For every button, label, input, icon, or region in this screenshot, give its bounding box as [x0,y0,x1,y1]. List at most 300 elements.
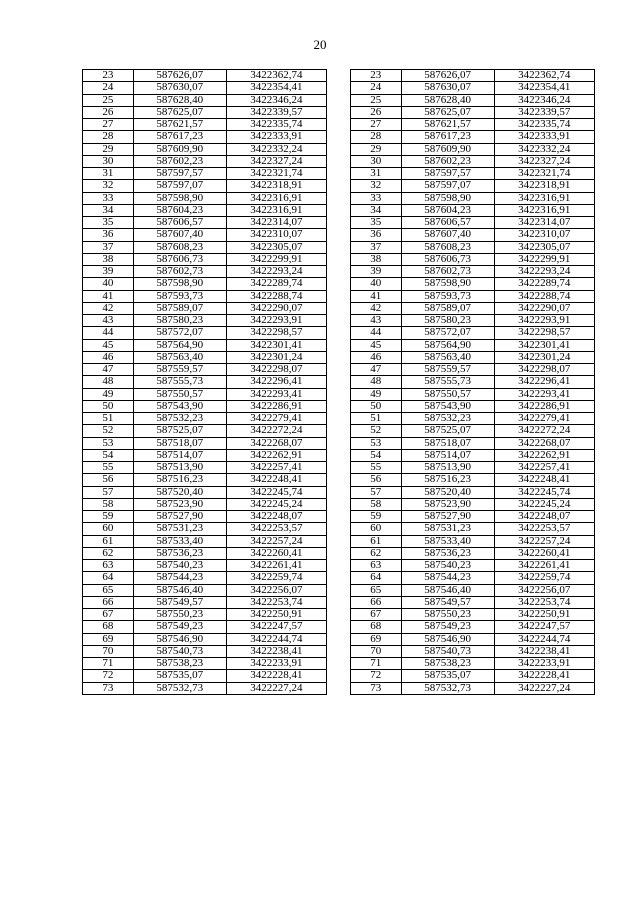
right-x-coordinate-cell: 587514,07 [401,449,494,461]
right-point-number-cell: 49 [350,388,401,400]
column-gap [327,535,351,547]
right-y-coordinate-cell: 3422296,41 [494,376,594,388]
left-x-coordinate-cell: 587513,90 [133,462,226,474]
left-point-number-cell: 25 [83,94,134,106]
left-x-coordinate-cell: 587540,73 [133,645,226,657]
right-point-number-cell: 28 [350,131,401,143]
right-x-coordinate-cell: 587602,73 [401,266,494,278]
right-x-coordinate-cell: 587630,07 [401,82,494,94]
right-x-coordinate-cell: 587602,23 [401,155,494,167]
right-x-coordinate-cell: 587535,07 [401,670,494,682]
left-point-number-cell: 43 [83,315,134,327]
column-gap [327,474,351,486]
column-gap [327,584,351,596]
left-y-coordinate-cell: 3422314,07 [226,217,326,229]
table-row [83,560,595,572]
right-y-coordinate-cell: 3422293,41 [494,388,594,400]
right-y-coordinate-cell: 3422310,07 [494,229,594,241]
table-row [83,584,595,596]
left-point-number-cell: 36 [83,229,134,241]
table-row [83,413,595,425]
right-x-coordinate-cell: 587597,07 [401,180,494,192]
left-point-number-cell: 72 [83,670,134,682]
right-y-coordinate-cell: 3422298,07 [494,364,594,376]
right-y-coordinate-cell: 3422327,24 [494,155,594,167]
left-y-coordinate-cell: 3422362,74 [226,70,326,82]
column-gap [327,70,351,82]
left-x-coordinate-cell: 587549,57 [133,596,226,608]
left-x-coordinate-cell: 587532,23 [133,413,226,425]
left-y-coordinate-cell: 3422346,24 [226,94,326,106]
right-y-coordinate-cell: 3422261,41 [494,560,594,572]
table-row [83,180,595,192]
table-row [83,658,595,670]
right-x-coordinate-cell: 587532,23 [401,413,494,425]
table-row [83,82,595,94]
left-point-number-cell: 41 [83,290,134,302]
right-y-coordinate-cell: 3422250,91 [494,609,594,621]
right-point-number-cell: 39 [350,266,401,278]
left-y-coordinate-cell: 3422332,24 [226,143,326,155]
left-x-coordinate-cell: 587532,73 [133,682,226,694]
column-gap [327,486,351,498]
right-y-coordinate-cell: 3422293,24 [494,266,594,278]
left-y-coordinate-cell: 3422253,57 [226,523,326,535]
column-gap [327,168,351,180]
right-y-coordinate-cell: 3422228,41 [494,670,594,682]
right-y-coordinate-cell: 3422260,41 [494,547,594,559]
column-gap [327,266,351,278]
column-gap [327,621,351,633]
right-x-coordinate-cell: 587598,90 [401,192,494,204]
left-x-coordinate-cell: 587593,73 [133,290,226,302]
left-y-coordinate-cell: 3422257,41 [226,462,326,474]
table-row [83,290,595,302]
left-x-coordinate-cell: 587540,23 [133,560,226,572]
column-gap [327,376,351,388]
table-row [83,511,595,523]
right-x-coordinate-cell: 587518,07 [401,437,494,449]
left-point-number-cell: 59 [83,511,134,523]
left-x-coordinate-cell: 587533,40 [133,535,226,547]
table-row [83,376,595,388]
table-row [83,204,595,216]
left-y-coordinate-cell: 3422299,91 [226,253,326,265]
left-point-number-cell: 33 [83,192,134,204]
column-gap [327,351,351,363]
right-y-coordinate-cell: 3422244,74 [494,633,594,645]
left-x-coordinate-cell: 587606,57 [133,217,226,229]
left-point-number-cell: 30 [83,155,134,167]
right-point-number-cell: 43 [350,315,401,327]
left-point-number-cell: 68 [83,621,134,633]
left-y-coordinate-cell: 3422244,74 [226,633,326,645]
right-y-coordinate-cell: 3422279,41 [494,413,594,425]
right-point-number-cell: 59 [350,511,401,523]
right-x-coordinate-cell: 587606,73 [401,253,494,265]
left-point-number-cell: 49 [83,388,134,400]
table-row [83,229,595,241]
right-y-coordinate-cell: 3422253,74 [494,596,594,608]
right-x-coordinate-cell: 587540,73 [401,645,494,657]
left-y-coordinate-cell: 3422293,41 [226,388,326,400]
column-gap [327,437,351,449]
right-y-coordinate-cell: 3422362,74 [494,70,594,82]
left-y-coordinate-cell: 3422327,24 [226,155,326,167]
left-y-coordinate-cell: 3422260,41 [226,547,326,559]
column-gap [327,278,351,290]
right-point-number-cell: 52 [350,425,401,437]
right-point-number-cell: 71 [350,658,401,670]
table-row [83,253,595,265]
table-row [83,339,595,351]
right-y-coordinate-cell: 3422238,41 [494,645,594,657]
left-x-coordinate-cell: 587597,57 [133,168,226,180]
left-point-number-cell: 61 [83,535,134,547]
right-point-number-cell: 31 [350,168,401,180]
table-row [83,572,595,584]
right-point-number-cell: 58 [350,498,401,510]
right-y-coordinate-cell: 3422290,07 [494,302,594,314]
column-gap [327,339,351,351]
right-point-number-cell: 57 [350,486,401,498]
right-y-coordinate-cell: 3422262,91 [494,449,594,461]
table-row [83,670,595,682]
table-row [83,474,595,486]
left-y-coordinate-cell: 3422296,41 [226,376,326,388]
right-x-coordinate-cell: 587563,40 [401,351,494,363]
left-x-coordinate-cell: 587531,23 [133,523,226,535]
left-y-coordinate-cell: 3422268,07 [226,437,326,449]
right-x-coordinate-cell: 587531,23 [401,523,494,535]
left-y-coordinate-cell: 3422253,74 [226,596,326,608]
right-x-coordinate-cell: 587593,73 [401,290,494,302]
left-point-number-cell: 29 [83,143,134,155]
left-point-number-cell: 42 [83,302,134,314]
right-y-coordinate-cell: 3422268,07 [494,437,594,449]
left-x-coordinate-cell: 587546,40 [133,584,226,596]
right-y-coordinate-cell: 3422332,24 [494,143,594,155]
table-row [83,609,595,621]
coordinates-table [82,69,595,695]
right-x-coordinate-cell: 587589,07 [401,302,494,314]
right-x-coordinate-cell: 587549,57 [401,596,494,608]
right-y-coordinate-cell: 3422233,91 [494,658,594,670]
column-gap [327,449,351,461]
left-x-coordinate-cell: 587602,23 [133,155,226,167]
left-point-number-cell: 39 [83,266,134,278]
right-point-number-cell: 25 [350,94,401,106]
left-y-coordinate-cell: 3422293,91 [226,315,326,327]
left-x-coordinate-cell: 587626,07 [133,70,226,82]
left-x-coordinate-cell: 587543,90 [133,400,226,412]
left-y-coordinate-cell: 3422259,74 [226,572,326,584]
table-row [83,302,595,314]
column-gap [327,302,351,314]
table-row [83,388,595,400]
left-x-coordinate-cell: 587563,40 [133,351,226,363]
right-y-coordinate-cell: 3422298,57 [494,327,594,339]
left-point-number-cell: 31 [83,168,134,180]
right-y-coordinate-cell: 3422257,41 [494,462,594,474]
right-point-number-cell: 45 [350,339,401,351]
left-point-number-cell: 53 [83,437,134,449]
table-row [83,449,595,461]
left-point-number-cell: 35 [83,217,134,229]
right-x-coordinate-cell: 587549,23 [401,621,494,633]
right-y-coordinate-cell: 3422346,24 [494,94,594,106]
left-y-coordinate-cell: 3422247,57 [226,621,326,633]
column-gap [327,82,351,94]
left-point-number-cell: 62 [83,547,134,559]
left-y-coordinate-cell: 3422290,07 [226,302,326,314]
left-y-coordinate-cell: 3422250,91 [226,609,326,621]
left-point-number-cell: 26 [83,106,134,118]
left-y-coordinate-cell: 3422279,41 [226,413,326,425]
right-x-coordinate-cell: 587536,23 [401,547,494,559]
left-y-coordinate-cell: 3422316,91 [226,192,326,204]
right-x-coordinate-cell: 587538,23 [401,658,494,670]
column-gap [327,327,351,339]
table-row [83,462,595,474]
left-y-coordinate-cell: 3422262,91 [226,449,326,461]
right-point-number-cell: 47 [350,364,401,376]
left-x-coordinate-cell: 587516,23 [133,474,226,486]
left-y-coordinate-cell: 3422286,91 [226,400,326,412]
left-point-number-cell: 23 [83,70,134,82]
right-x-coordinate-cell: 587543,90 [401,400,494,412]
column-gap [327,217,351,229]
table-row [83,192,595,204]
right-y-coordinate-cell: 3422259,74 [494,572,594,584]
right-y-coordinate-cell: 3422301,41 [494,339,594,351]
left-x-coordinate-cell: 587604,23 [133,204,226,216]
table-row [83,364,595,376]
left-x-coordinate-cell: 587550,57 [133,388,226,400]
page-number: 20 [313,37,327,52]
column-gap [327,400,351,412]
right-point-number-cell: 27 [350,119,401,131]
left-x-coordinate-cell: 587549,23 [133,621,226,633]
left-x-coordinate-cell: 587518,07 [133,437,226,449]
left-y-coordinate-cell: 3422248,07 [226,511,326,523]
right-point-number-cell: 68 [350,621,401,633]
left-x-coordinate-cell: 587564,90 [133,339,226,351]
table-row [83,241,595,253]
right-point-number-cell: 69 [350,633,401,645]
left-x-coordinate-cell: 587536,23 [133,547,226,559]
table-row [83,143,595,155]
right-point-number-cell: 33 [350,192,401,204]
left-x-coordinate-cell: 587625,07 [133,106,226,118]
column-gap [327,498,351,510]
right-y-coordinate-cell: 3422314,07 [494,217,594,229]
left-point-number-cell: 34 [83,204,134,216]
left-point-number-cell: 60 [83,523,134,535]
left-point-number-cell: 46 [83,351,134,363]
right-y-coordinate-cell: 3422316,91 [494,204,594,216]
table-row [83,70,595,82]
right-x-coordinate-cell: 587572,07 [401,327,494,339]
left-x-coordinate-cell: 587559,57 [133,364,226,376]
left-point-number-cell: 27 [83,119,134,131]
left-y-coordinate-cell: 3422293,24 [226,266,326,278]
column-gap [327,596,351,608]
table-row [83,327,595,339]
left-point-number-cell: 51 [83,413,134,425]
column-gap [327,645,351,657]
table-row [83,278,595,290]
table-row [83,119,595,131]
right-point-number-cell: 67 [350,609,401,621]
right-point-number-cell: 38 [350,253,401,265]
right-point-number-cell: 32 [350,180,401,192]
table-row [83,547,595,559]
right-point-number-cell: 66 [350,596,401,608]
column-gap [327,94,351,106]
left-y-coordinate-cell: 3422298,57 [226,327,326,339]
left-point-number-cell: 67 [83,609,134,621]
left-x-coordinate-cell: 587550,23 [133,609,226,621]
right-x-coordinate-cell: 587559,57 [401,364,494,376]
column-gap [327,253,351,265]
table-row [83,155,595,167]
table-row [83,168,595,180]
left-y-coordinate-cell: 3422233,91 [226,658,326,670]
right-y-coordinate-cell: 3422333,91 [494,131,594,143]
column-gap [327,572,351,584]
right-x-coordinate-cell: 587617,23 [401,131,494,143]
left-x-coordinate-cell: 587544,23 [133,572,226,584]
left-point-number-cell: 28 [83,131,134,143]
right-point-number-cell: 35 [350,217,401,229]
right-x-coordinate-cell: 587544,23 [401,572,494,584]
left-point-number-cell: 50 [83,400,134,412]
coordinates-table-body [83,70,595,695]
left-point-number-cell: 70 [83,645,134,657]
left-point-number-cell: 71 [83,658,134,670]
column-gap [327,155,351,167]
column-gap [327,364,351,376]
left-y-coordinate-cell: 3422248,41 [226,474,326,486]
table-row [83,437,595,449]
column-gap [327,180,351,192]
table-row [83,596,595,608]
column-gap [327,119,351,131]
left-y-coordinate-cell: 3422305,07 [226,241,326,253]
left-point-number-cell: 73 [83,682,134,694]
left-y-coordinate-cell: 3422354,41 [226,82,326,94]
right-x-coordinate-cell: 587597,57 [401,168,494,180]
left-x-coordinate-cell: 587520,40 [133,486,226,498]
left-x-coordinate-cell: 587628,40 [133,94,226,106]
right-point-number-cell: 55 [350,462,401,474]
left-y-coordinate-cell: 3422245,74 [226,486,326,498]
right-x-coordinate-cell: 587525,07 [401,425,494,437]
left-point-number-cell: 24 [83,82,134,94]
column-gap [327,547,351,559]
left-x-coordinate-cell: 587597,07 [133,180,226,192]
column-gap [327,192,351,204]
left-y-coordinate-cell: 3422289,74 [226,278,326,290]
right-x-coordinate-cell: 587626,07 [401,70,494,82]
right-y-coordinate-cell: 3422253,57 [494,523,594,535]
left-x-coordinate-cell: 587606,73 [133,253,226,265]
right-y-coordinate-cell: 3422288,74 [494,290,594,302]
left-point-number-cell: 37 [83,241,134,253]
right-x-coordinate-cell: 587532,73 [401,682,494,694]
column-gap [327,204,351,216]
table-row [83,621,595,633]
column-gap [327,315,351,327]
right-x-coordinate-cell: 587540,23 [401,560,494,572]
left-x-coordinate-cell: 587617,23 [133,131,226,143]
left-y-coordinate-cell: 3422301,24 [226,351,326,363]
left-point-number-cell: 47 [83,364,134,376]
left-y-coordinate-cell: 3422272,24 [226,425,326,437]
left-point-number-cell: 56 [83,474,134,486]
column-gap [327,241,351,253]
right-point-number-cell: 63 [350,560,401,572]
left-x-coordinate-cell: 587514,07 [133,449,226,461]
table-row [83,645,595,657]
right-x-coordinate-cell: 587520,40 [401,486,494,498]
right-point-number-cell: 50 [350,400,401,412]
column-gap [327,229,351,241]
left-x-coordinate-cell: 587555,73 [133,376,226,388]
right-point-number-cell: 23 [350,70,401,82]
left-y-coordinate-cell: 3422238,41 [226,645,326,657]
right-y-coordinate-cell: 3422318,91 [494,180,594,192]
left-point-number-cell: 38 [83,253,134,265]
right-point-number-cell: 37 [350,241,401,253]
left-y-coordinate-cell: 3422256,07 [226,584,326,596]
right-y-coordinate-cell: 3422245,24 [494,498,594,510]
left-x-coordinate-cell: 587607,40 [133,229,226,241]
left-x-coordinate-cell: 587523,90 [133,498,226,510]
right-point-number-cell: 24 [350,82,401,94]
right-y-coordinate-cell: 3422248,07 [494,511,594,523]
right-x-coordinate-cell: 587628,40 [401,94,494,106]
table-row [83,523,595,535]
left-y-coordinate-cell: 3422245,24 [226,498,326,510]
right-point-number-cell: 53 [350,437,401,449]
left-point-number-cell: 66 [83,596,134,608]
right-x-coordinate-cell: 587598,90 [401,278,494,290]
right-x-coordinate-cell: 587608,23 [401,241,494,253]
left-point-number-cell: 58 [83,498,134,510]
right-point-number-cell: 56 [350,474,401,486]
right-x-coordinate-cell: 587527,90 [401,511,494,523]
left-point-number-cell: 55 [83,462,134,474]
table-row [83,682,595,694]
right-y-coordinate-cell: 3422286,91 [494,400,594,412]
column-gap [327,425,351,437]
left-y-coordinate-cell: 3422301,41 [226,339,326,351]
table-row [83,351,595,363]
right-x-coordinate-cell: 587533,40 [401,535,494,547]
left-y-coordinate-cell: 3422298,07 [226,364,326,376]
left-x-coordinate-cell: 587546,90 [133,633,226,645]
column-gap [327,682,351,694]
left-x-coordinate-cell: 587589,07 [133,302,226,314]
left-point-number-cell: 69 [83,633,134,645]
right-point-number-cell: 64 [350,572,401,584]
table-row [83,400,595,412]
left-x-coordinate-cell: 587608,23 [133,241,226,253]
right-x-coordinate-cell: 587555,73 [401,376,494,388]
table-row [83,266,595,278]
